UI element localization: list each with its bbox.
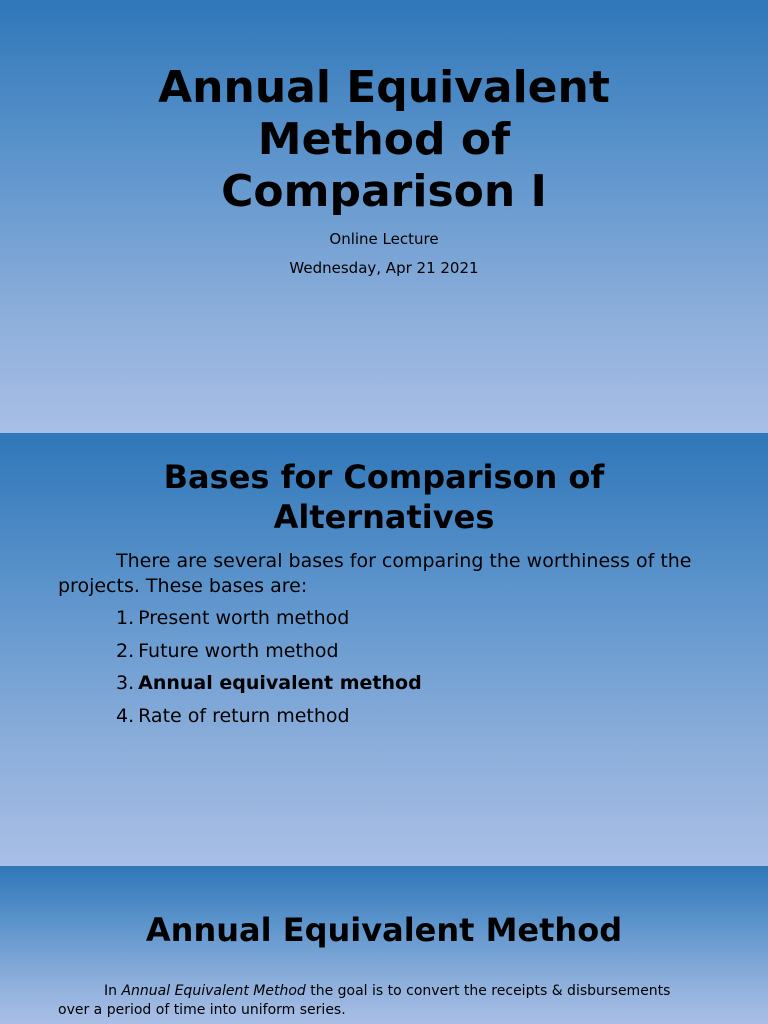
list-text: Rate of return method <box>138 704 350 727</box>
body-italic-term: Annual Equivalent Method <box>121 983 306 999</box>
list-item <box>116 703 422 736</box>
list-text: Present worth method <box>138 607 350 629</box>
body-prefix: In <box>104 983 118 999</box>
title-line-2: Alternatives <box>273 498 495 536</box>
slide-1-subtitle: Online Lecture <box>329 230 439 248</box>
list-number: 1. <box>116 607 135 629</box>
title-line-3: Comparison I <box>221 166 547 217</box>
list-item <box>116 638 422 671</box>
slide-3-title: Annual Equivalent Method <box>145 911 623 949</box>
list-number: 2. <box>116 639 135 662</box>
list-text: Annual equivalent method <box>138 672 422 694</box>
slide-1-date: Wednesday, Apr 21 2021 <box>289 259 479 277</box>
list-item <box>116 670 422 703</box>
title-line-1: Bases for Comparison of <box>163 458 605 496</box>
title-line-1: Annual Equivalent <box>158 62 610 113</box>
list-number: 3. <box>116 672 135 694</box>
slide-1-title <box>0 62 768 218</box>
title-line-2: Method of <box>257 114 511 165</box>
slide-1 <box>0 0 768 433</box>
slide-2-title <box>0 457 768 537</box>
list-number: 4. <box>116 704 135 727</box>
slide-2 <box>0 433 768 866</box>
list-item <box>116 605 422 638</box>
slide-3-body <box>58 982 698 1020</box>
list-text: Future worth method <box>138 639 339 662</box>
slide-2-intro: There are several bases for comparing the worthiness of the projects. These bases are: <box>58 550 692 597</box>
bases-list <box>116 605 422 735</box>
slide-3 <box>0 866 768 1024</box>
body-suffix: the goal is to convert the receipts & disbursements over a period of time into uniform series. <box>58 983 671 1018</box>
